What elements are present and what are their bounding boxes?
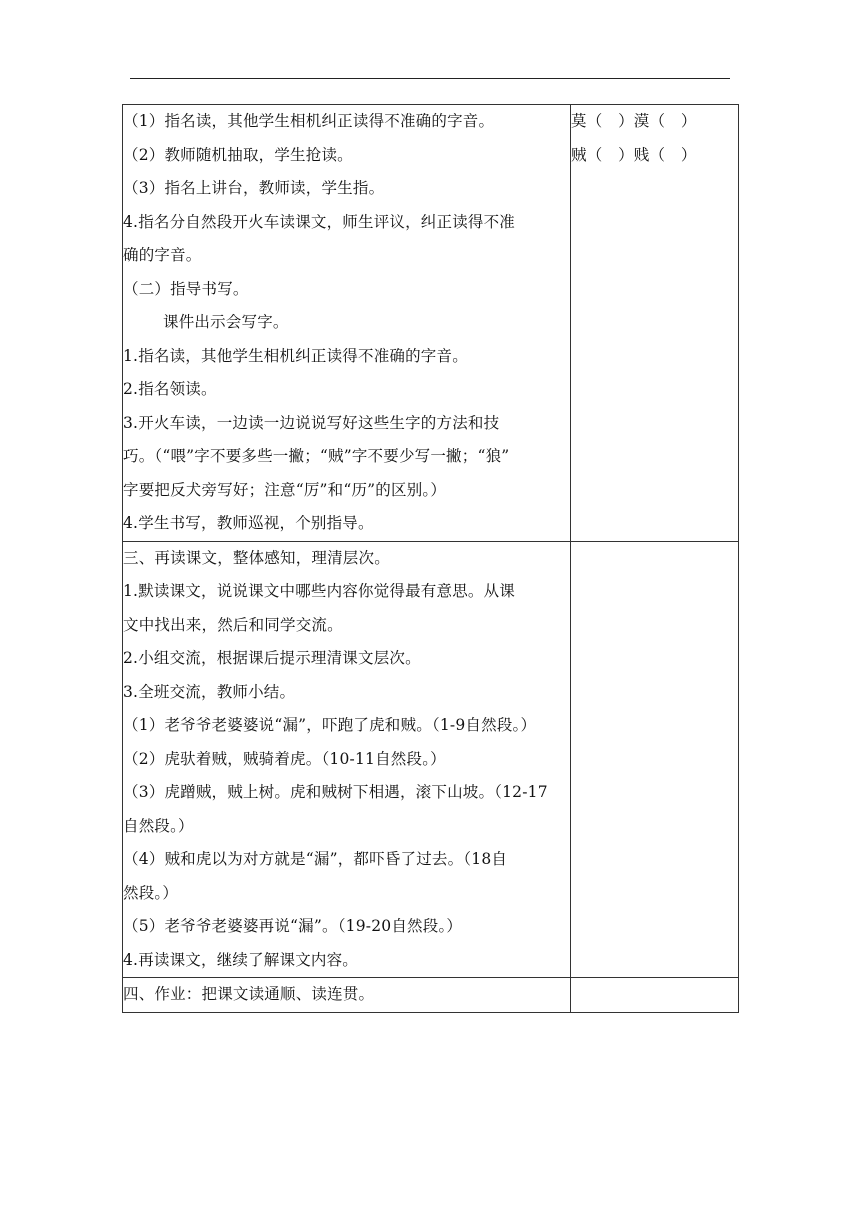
text-line: 确的字音。 bbox=[123, 246, 202, 264]
header-rule bbox=[130, 78, 730, 79]
text-line: 自然段。） bbox=[123, 816, 194, 835]
text-line: （3）虎蹭贼，贼上树。虎和贼树下相遇，滚下山坡。（12-17 bbox=[123, 783, 548, 801]
teaching-process-cell bbox=[123, 541, 571, 978]
text-line: （4）贼和虎以为对方就是“漏”，都吓昏了过去。（18自 bbox=[123, 850, 508, 868]
section-heading: 四、作业：把课文读通顺、读连贯。 bbox=[123, 985, 375, 1003]
text-line: （2）教师随机抽取，学生抢读。 bbox=[123, 145, 353, 164]
text-line: 文中找出来，然后和同学交流。 bbox=[123, 615, 343, 634]
exercise-cell bbox=[571, 105, 739, 542]
text-line: 然段。） bbox=[123, 883, 179, 902]
text-line: 3.开火车读，一边读一边说说写好这些生字的方法和技 bbox=[123, 413, 500, 432]
text-line: 3.全班交流，教师小结。 bbox=[123, 682, 296, 701]
text-line: 课件出示会写字。 bbox=[163, 313, 289, 331]
teaching-process-cell bbox=[123, 978, 571, 1013]
lesson-plan-table bbox=[122, 104, 739, 1013]
text-line: 1.默读课文，说说课文中哪些内容你觉得最有意思。从课 bbox=[123, 582, 515, 600]
text-line: 字要把反犬旁写好；注意“厉”和“历”的区别。） bbox=[123, 480, 447, 499]
text-line: （1）老爷爷老婆婆说“漏”，吓跑了虎和贼。（1-9自然段。） bbox=[123, 716, 537, 734]
fill-in-line: 贼（ ）贱（ ） bbox=[571, 145, 697, 164]
notes-cell bbox=[571, 978, 739, 1013]
text-line: 4.学生书写，教师巡视，个别指导。 bbox=[123, 514, 374, 532]
notes-cell bbox=[571, 541, 739, 978]
text-line: （3）指名上讲台，教师读，学生指。 bbox=[123, 179, 385, 197]
text-line: 4.指名分自然段开火车读课文，师生评议，纠正读得不准 bbox=[123, 212, 515, 231]
subheading: （二）指导书写。 bbox=[123, 279, 249, 298]
text-line: 巧。（“喂”字不要多些一撇；“贼”字不要少写一撇；“狼” bbox=[123, 447, 510, 465]
fill-in-line: 莫（ ）漠（ ） bbox=[571, 112, 697, 130]
text-line: 4.再读课文，继续了解课文内容。 bbox=[123, 950, 358, 969]
table-row bbox=[123, 105, 739, 542]
section-heading: 三、再读课文，整体感知，理清层次。 bbox=[123, 548, 390, 567]
text-line: （1）指名读，其他学生相机纠正读得不准确的字音。 bbox=[123, 112, 495, 130]
table-row bbox=[123, 541, 739, 978]
teaching-process-cell bbox=[123, 105, 571, 542]
text-line: 1.指名读，其他学生相机纠正读得不准确的字音。 bbox=[123, 346, 468, 365]
text-line: 2.指名领读。 bbox=[123, 380, 217, 398]
text-line: （5）老爷爷老婆婆再说“漏”。（19-20自然段。） bbox=[123, 917, 463, 935]
text-line: 2.小组交流，根据课后提示理清课文层次。 bbox=[123, 649, 421, 667]
text-line: （2）虎驮着贼，贼骑着虎。（10-11自然段。） bbox=[123, 749, 446, 768]
table-row bbox=[123, 978, 739, 1013]
